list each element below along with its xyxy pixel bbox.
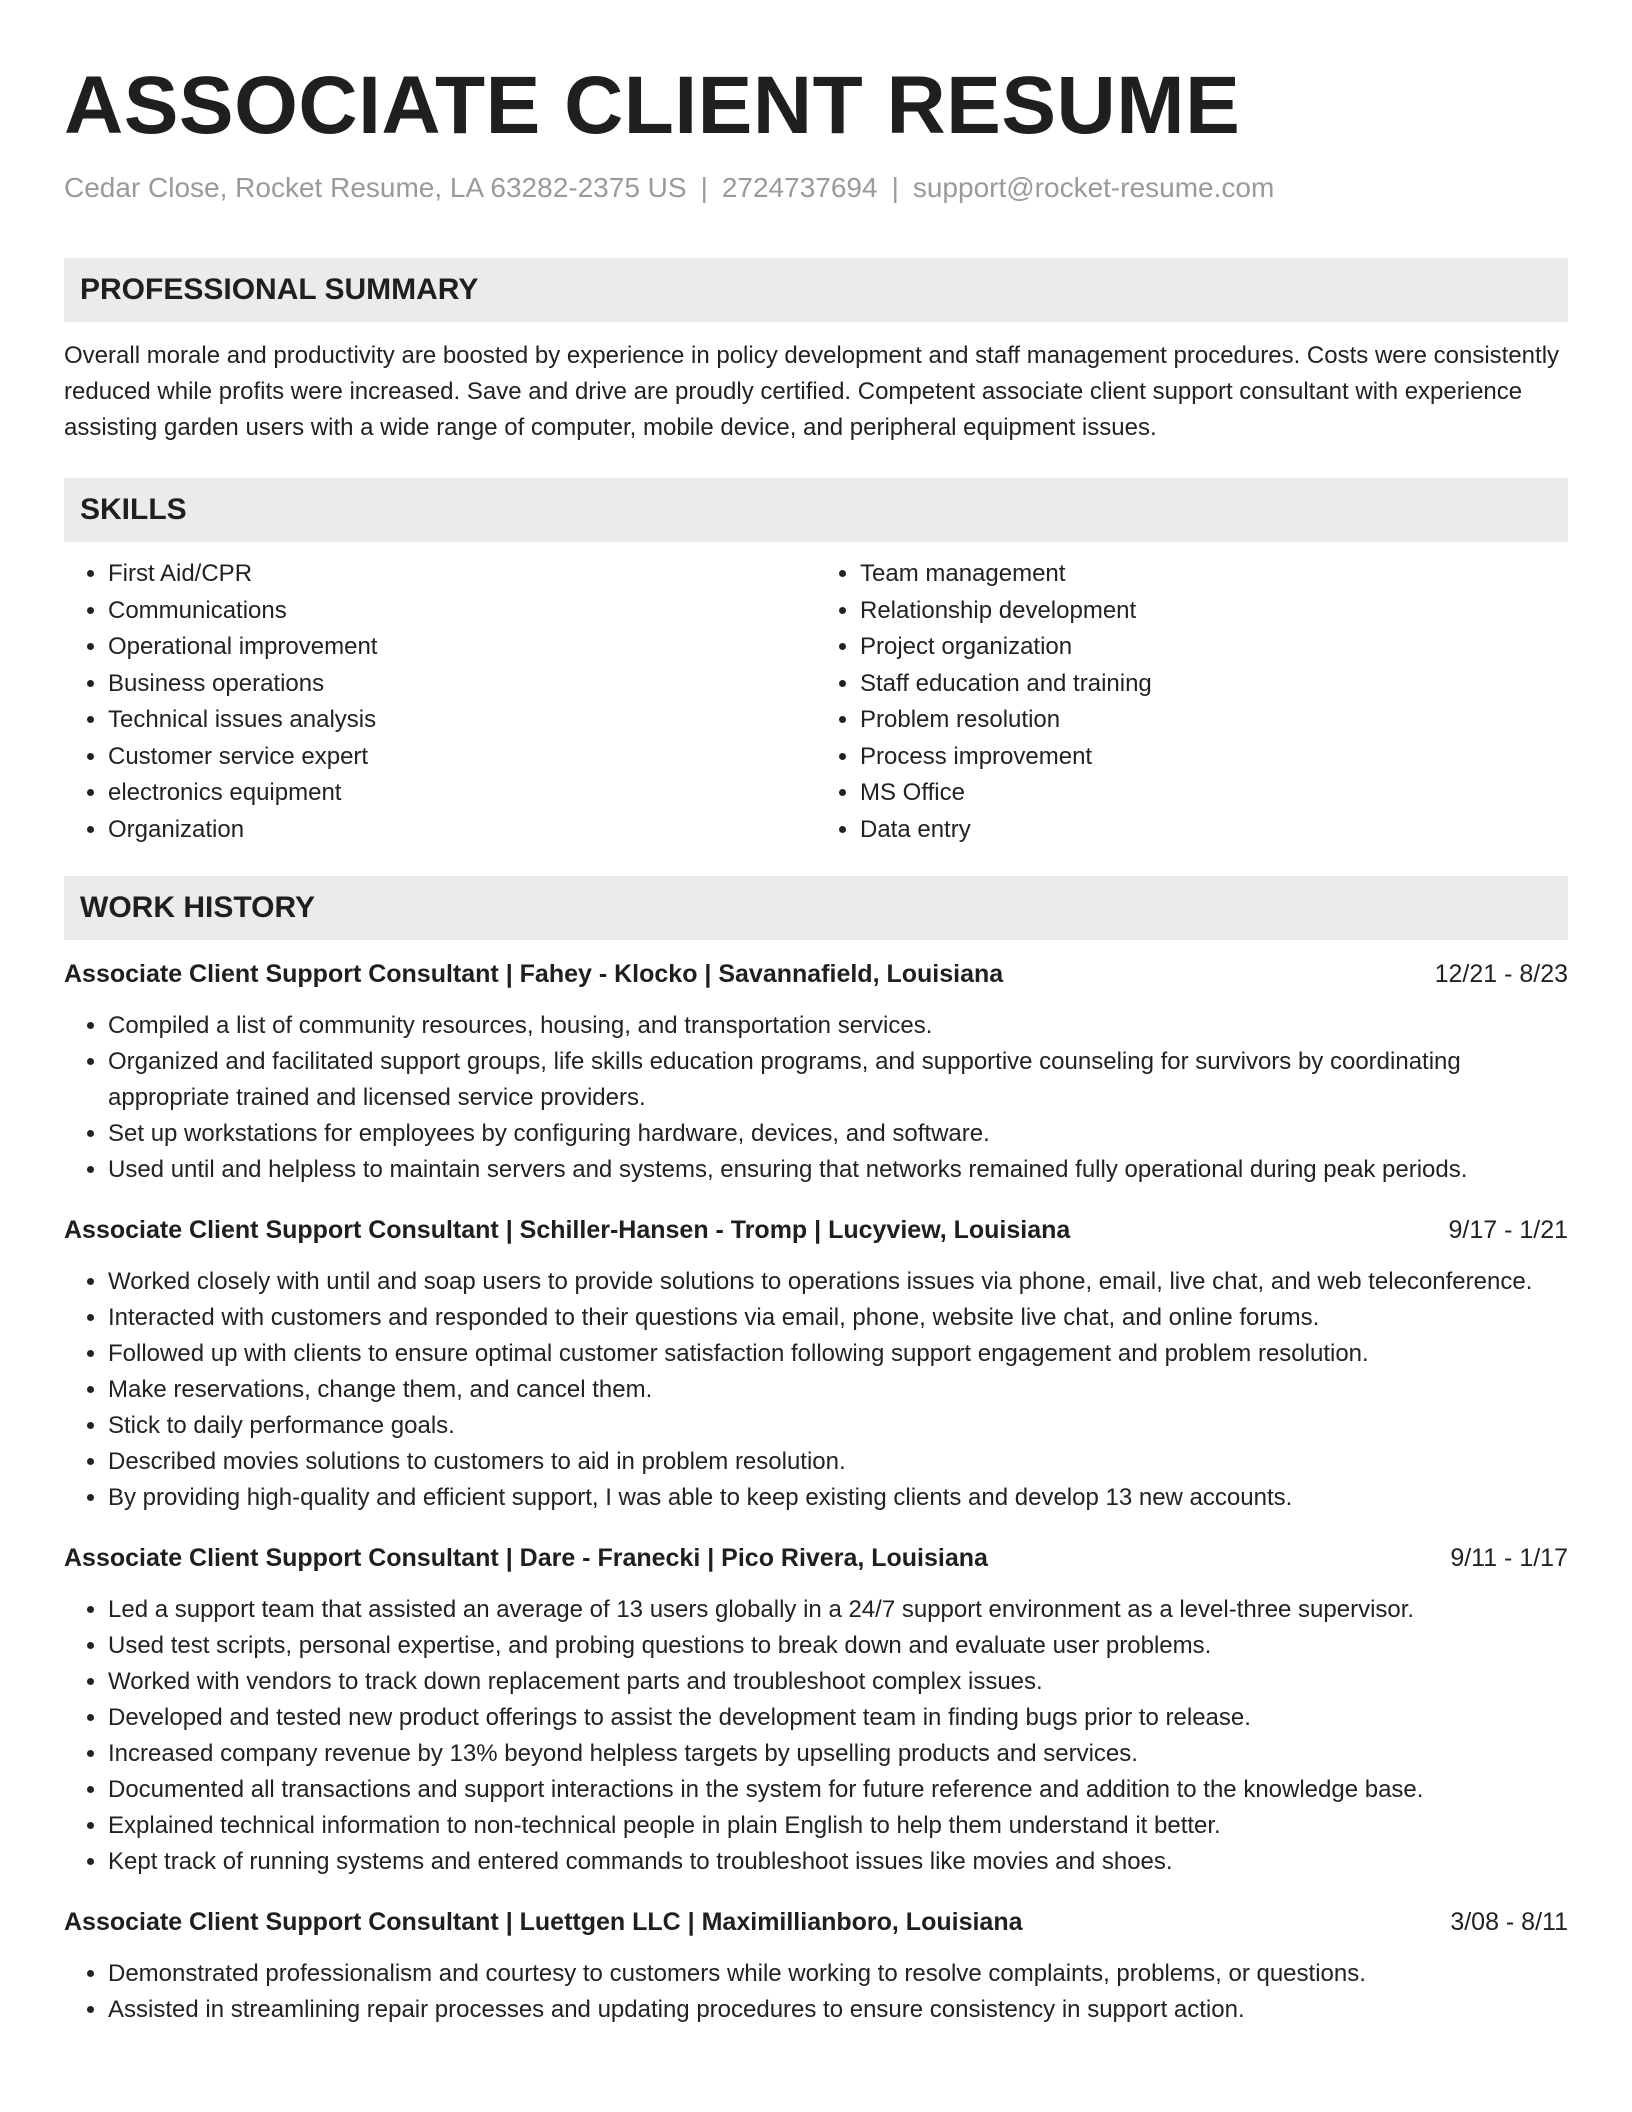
job-dates: 9/17 - 1/21 [1448,1216,1568,1244]
skill-item: • electronics equipment [108,775,816,812]
job-bullet: • Worked with vendors to track down replacement parts and troubleshoot complex issues. [108,1664,1568,1700]
skill-item: • Technical issues analysis [108,702,816,739]
job-header [64,1904,1568,1940]
job-bullet: • Increased company revenue by 13% beyond helpless targets by upselling products and services. [108,1736,1568,1772]
job-dates: 12/21 - 8/23 [1434,960,1568,988]
skill-item: • Problem resolution [860,702,1568,739]
job-bullet: • Described movies solutions to customers to aid in problem resolution. [108,1444,1568,1480]
job-bullet: • Organized and facilitated support groups, life skills education programs, and supportive counseling for survivors by coordinating appropriate trained and licensed service providers. [108,1044,1568,1116]
job-bullet: • Used test scripts, personal expertise, and probing questions to break down and evaluate user problems. [108,1628,1568,1664]
job-entry [64,956,1568,1188]
skill-item: • Operational improvement [108,629,816,666]
skill-item: • Project organization [860,629,1568,666]
job-bullet: • Kept track of running systems and entered commands to troubleshoot issues like movies and shoes. [108,1844,1568,1880]
job-bullet: • Set up workstations for employees by configuring hardware, devices, and software. [108,1116,1568,1152]
job-bullet: • By providing high-quality and efficient support, I was able to keep existing clients and develop 13 new accounts. [108,1480,1568,1516]
job-title: Associate Client Support Consultant | Dare - Franecki | Pico Rivera, Louisiana [64,1544,988,1572]
job-title: Associate Client Support Consultant | Schiller-Hansen - Tromp | Lucyview, Louisiana [64,1216,1071,1244]
skill-item: • MS Office [860,775,1568,812]
job-bullet: • Interacted with customers and responded to their questions via email, phone, website live chat, and online forums. [108,1300,1568,1336]
job-title: Associate Client Support Consultant | Luettgen LLC | Maximillianboro, Louisiana [64,1908,1023,1936]
skills-column-right [816,556,1568,848]
skill-item: • Customer service expert [108,739,816,776]
job-bullet-list [64,1592,1568,1880]
job-header [64,956,1568,992]
job-bullet: • Worked closely with until and soap users to provide solutions to operations issues via phone, email, live chat, and web teleconference. [108,1264,1568,1300]
skill-item: • Data entry [860,812,1568,849]
resume-title: ASSOCIATE CLIENT RESUME [64,60,1241,151]
skill-item: • First Aid/CPR [108,556,816,593]
job-bullet: • Compiled a list of community resources, housing, and transportation services. [108,1008,1568,1044]
contact-address: Cedar Close, Rocket Resume, LA 63282-2375 US [64,172,687,203]
job-header [64,1540,1568,1576]
job-dates: 3/08 - 8/11 [1450,1908,1568,1936]
job-header [64,1212,1568,1248]
job-entry [64,1212,1568,1516]
contact-separator: | [700,172,708,203]
section-header-skills: SKILLS [64,478,1568,542]
job-entry [64,1904,1568,2028]
summary-text: Overall morale and productivity are boosted by experience in policy development and staff management procedures. Costs were consistently reduced while profits were increased. Save and drive are proudly certified. Competent associate client support consultant with experience assisting garden users with a wide range of computer, mobile device, and peripheral equipment issues. [64,342,1560,441]
skill-item: • Organization [108,812,816,849]
skill-item: • Business operations [108,666,816,703]
work-history-list [64,956,1568,2028]
skill-item: • Process improvement [860,739,1568,776]
skill-item: • Staff education and training [860,666,1568,703]
job-bullet: • Led a support team that assisted an average of 13 users globally in a 24/7 support environment as a level-three supervisor. [108,1592,1568,1628]
job-bullet-list [64,1008,1568,1188]
job-bullet: • Stick to daily performance goals. [108,1408,1568,1444]
job-bullet-list [64,1956,1568,2028]
skill-item: • Communications [108,593,816,630]
job-bullet: • Developed and tested new product offerings to assist the development team in finding bugs prior to release. [108,1700,1568,1736]
job-bullet: • Assisted in streamlining repair processes and updating procedures to ensure consistency in support action. [108,1992,1568,2028]
job-bullet: • Demonstrated professionalism and courtesy to customers while working to resolve complaints, problems, or questions. [108,1956,1568,1992]
job-title: Associate Client Support Consultant | Fahey - Klocko | Savannafield, Louisiana [64,960,1004,988]
job-dates: 9/11 - 1/17 [1450,1544,1568,1572]
job-entry [64,1540,1568,1880]
skill-item: • Relationship development [860,593,1568,630]
contact-separator: | [891,172,899,203]
contact-line [64,168,1568,208]
skills-column-left [64,556,816,848]
job-bullet-list [64,1264,1568,1516]
skills-list [64,556,1568,848]
job-bullet: • Documented all transactions and support interactions in the system for future reference and addition to the knowledge base. [108,1772,1568,1808]
job-bullet: • Used until and helpless to maintain servers and systems, ensuring that networks remained fully operational during peak periods. [108,1152,1568,1188]
section-header-work: WORK HISTORY [64,876,1568,940]
job-bullet: • Explained technical information to non-technical people in plain English to help them understand it better. [108,1808,1568,1844]
job-bullet: • Followed up with clients to ensure optimal customer satisfaction following support engagement and problem resolution. [108,1336,1568,1372]
contact-email: support@rocket-resume.com [912,172,1275,203]
job-bullet: • Make reservations, change them, and cancel them. [108,1372,1568,1408]
contact-phone: 2724737694 [721,172,878,203]
skill-item: • Team management [860,556,1568,593]
section-header-summary: PROFESSIONAL SUMMARY [64,258,1568,322]
